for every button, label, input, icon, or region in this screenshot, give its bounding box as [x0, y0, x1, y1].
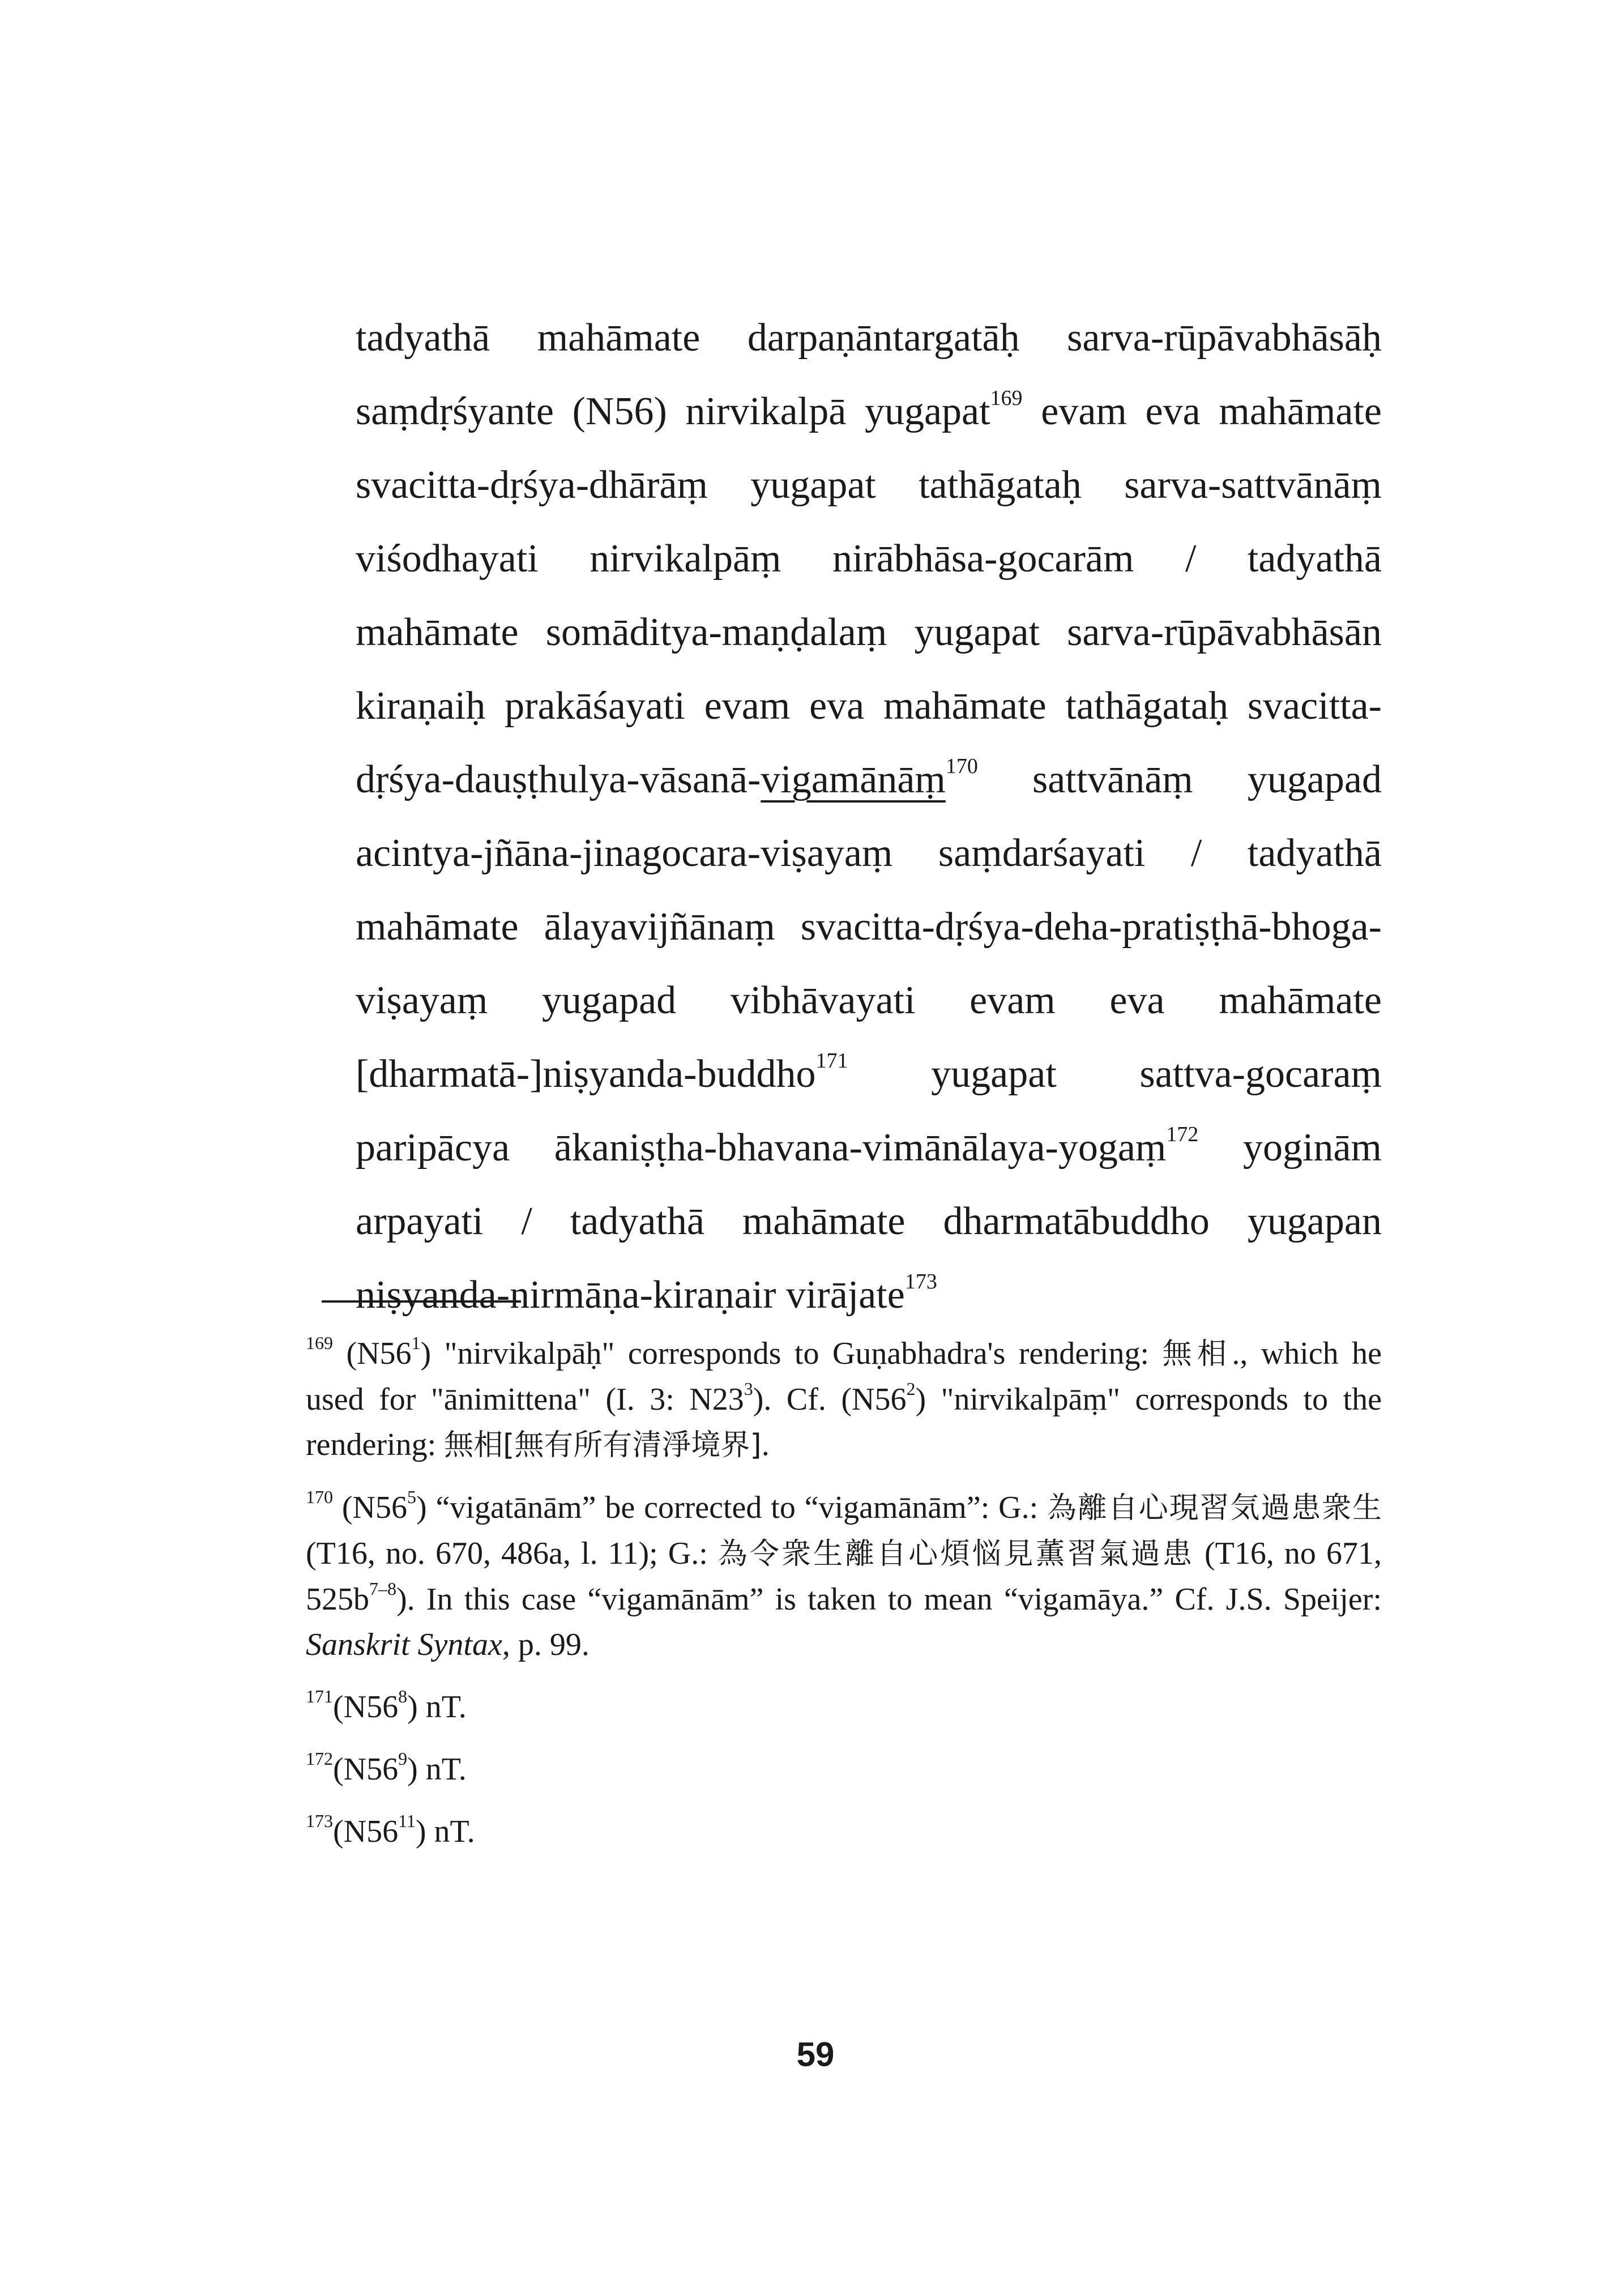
footnote-sup: 3 [744, 1379, 753, 1399]
footnote-sup: 5 [407, 1487, 416, 1507]
book-title: Sanskrit Syntax [306, 1627, 502, 1662]
footnote-text: (N56 [333, 1814, 399, 1849]
footnote-text: ) nT. [407, 1752, 467, 1787]
chinese-text: 無相 [1162, 1337, 1232, 1371]
footnote-number: 170 [306, 1487, 333, 1507]
footnote-172 [306, 1747, 1382, 1792]
footnote-number: 173 [306, 1811, 333, 1831]
footnote-ref-173: 173 [904, 1270, 937, 1294]
footnote-ref-172: 172 [1166, 1123, 1199, 1146]
body-segment: sattvānāṃ yugapad acintya-jñāna-jinagocara-viṣayaṃ saṃdarśayati / tadyathā mahāmate ālayavijñānaṃ svacitta-dṛśya-deha-pratiṣṭhā-bhoga-viṣayaṃ yugapad vibhāvayati evam eva mahāmate [dharmatā-]niṣyanda-buddho [356, 758, 1382, 1096]
footnote-sup: 9 [398, 1748, 408, 1769]
footnote-text: (T16, no. 670, 486a, l. 11); G.: [306, 1536, 718, 1571]
footnote-text: (N56 [333, 1336, 412, 1371]
footnote-separator [322, 1300, 521, 1303]
underlined-word: vigamānāṃ [761, 758, 946, 801]
chinese-text: 為令衆生離自心煩悩見薫習氣過患 [717, 1537, 1194, 1571]
footnotes [306, 1331, 1382, 1871]
footnote-text: ) nT. [407, 1689, 467, 1725]
footnote-text: ) "nirvikalpāḥ" corresponds to Guṇabhadra's rendering: [420, 1336, 1163, 1371]
page-number: 59 [796, 2035, 835, 2073]
footnote-sup: 11 [398, 1811, 416, 1831]
footnote-text: , p. 99. [502, 1627, 590, 1662]
footnote-text: (T16, no 671, 525b [306, 1536, 1382, 1617]
footnote-sup: 7–8 [369, 1578, 396, 1599]
footnote-ref-169: 169 [990, 386, 1023, 410]
footnote-text: ). Cf. (N56 [753, 1382, 907, 1417]
footnote-text: ., which he used for "ānimittena" (I. 3: N23 [306, 1336, 1382, 1417]
body-segment: tadyathā mahāmate darpaṇāntargatāḥ sarva-rūpāvabhāsāḥ saṃdṛśyante (N56) nirvikalpā yugapat [356, 316, 1382, 433]
footnote-text: (N56 [333, 1689, 399, 1725]
footnote-sup: 1 [411, 1333, 421, 1353]
sanskrit-body-text [356, 301, 1382, 1332]
footnote-number: 169 [306, 1333, 333, 1353]
body-paragraph [356, 301, 1382, 1332]
footnote-number: 172 [306, 1748, 333, 1769]
footnote-text: . [761, 1427, 770, 1462]
footnote-sup: 2 [906, 1379, 916, 1399]
footnote-text: (N56 [333, 1752, 399, 1787]
footnote-sup: 8 [398, 1686, 408, 1706]
body-segment: yugapat sattva-gocaraṃ paripācya ākaniṣṭha-bhavana-vimānālaya-yogaṃ [356, 1052, 1382, 1170]
footnote-169 [306, 1331, 1382, 1468]
footnote-173 [306, 1809, 1382, 1854]
footnote-text: (N56 [333, 1490, 407, 1525]
footnote-text: ) "nirvikalpāṃ" corresponds to the rendering: [306, 1382, 1382, 1462]
footnote-ref-170: 170 [945, 754, 978, 778]
footnote-text: ) nT. [415, 1814, 475, 1849]
footnote-170 [306, 1485, 1382, 1667]
body-segment: yoginām arpayati / tadyathā mahāmate dharmatābuddho yugapan niṣyanda-nirmāṇa-kiraṇair virājate [356, 1126, 1382, 1317]
footnote-ref-171: 171 [815, 1049, 848, 1073]
body-segment: evam eva mahāmate svacitta-dṛśya-dhārāṃ yugapat tathāgataḥ sarva-sattvānāṃ viśodhayati nirvikalpāṃ nirābhāsa-gocarām / tadyathā mahāmate somāditya-maṇḍalaṃ yugapat sarva-rūpāvabhāsān kiraṇaiḥ prakāśayati evam eva mahāmate tathāgataḥ svacitta-dṛśya-dauṣṭhulya-vāsanā- [356, 390, 1382, 801]
footnote-text: ) “vigatānām” be corrected to “vigamānām”: G.: [416, 1490, 1048, 1525]
footnote-171 [306, 1684, 1382, 1730]
chinese-text: 無相[無有所有清淨境界] [444, 1428, 762, 1462]
footnote-text: ). In this case “vigamānām” is taken to mean “vigamāya.” Cf. J.S. Speijer: [396, 1582, 1382, 1617]
chinese-text: 為離自心現習気過患衆生 [1047, 1491, 1382, 1525]
footnote-number: 171 [306, 1686, 333, 1706]
